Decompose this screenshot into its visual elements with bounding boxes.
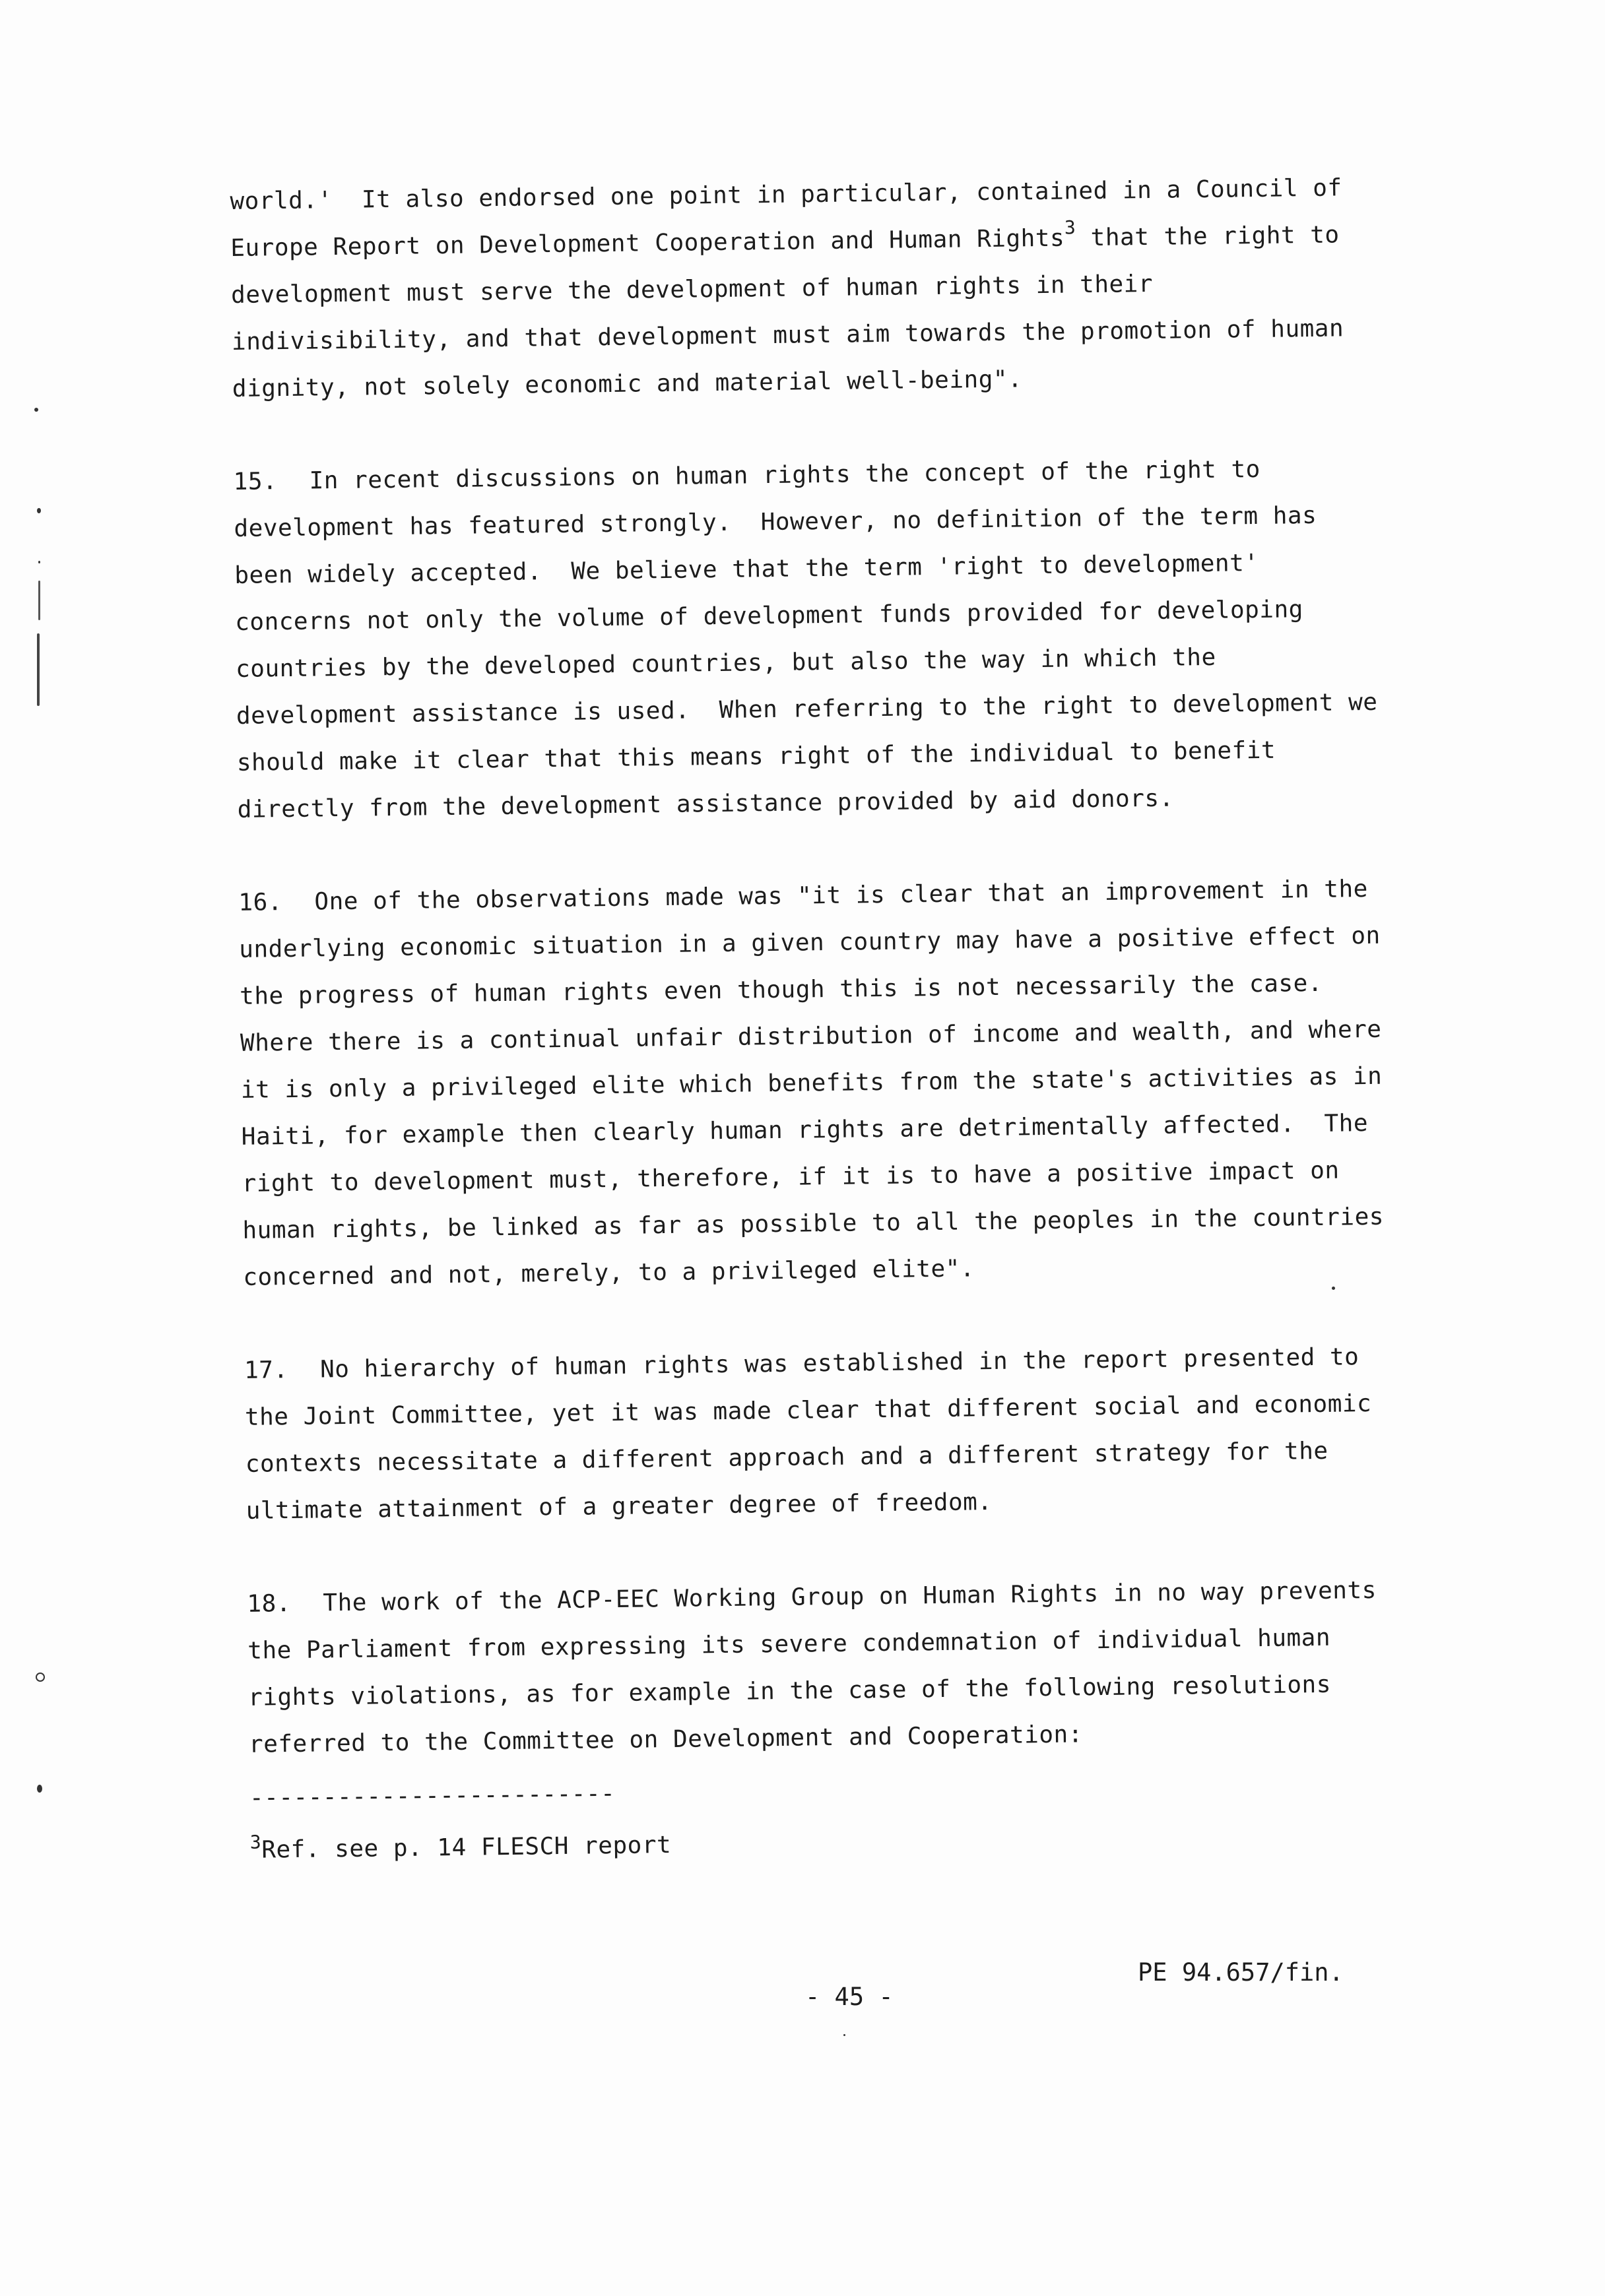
text-line: concerned and not, merely, to a privileged elite". — [243, 1255, 975, 1291]
text-line: contexts necessitate a different approach and a different strategy for the — [245, 1437, 1328, 1478]
paragraph-17 — [244, 1333, 1434, 1535]
footnote — [249, 1760, 1439, 1874]
text-line: countries by the developed countries, but also the way in which the — [235, 643, 1216, 683]
footnote-separator: ------------------------- — [249, 1780, 616, 1812]
text-line: referred to the Committee on Development and Cooperation: — [248, 1721, 1084, 1758]
text-line: ultimate attainment of a greater degree of freedom. — [246, 1488, 993, 1525]
text-line: it is only a privileged elite which benefits from the state's activities as in — [240, 1062, 1383, 1104]
text-line: directly from the development assistance provided by aid donors. — [237, 784, 1174, 823]
body-text — [230, 164, 1438, 1874]
text-segment: Europe Report on Development Cooperation and Human Rights — [230, 224, 1065, 262]
footnote-text — [250, 1812, 1439, 1874]
text-segment: The work of the ACP-EEC Working Group on Human Rights in no way prevents — [323, 1576, 1377, 1617]
paragraph-number: 16. — [238, 889, 283, 916]
text-line: dignity, not solely economic and material well-being". — [232, 366, 1023, 402]
scan-speck — [37, 1785, 42, 1793]
paragraph-number: 18. — [247, 1590, 292, 1618]
text-line: been widely accepted. We believe that the term 'right to development' — [234, 549, 1259, 589]
footnote-marker: 3 — [249, 1831, 262, 1853]
text-line: development has featured strongly. However, no definition of the term has — [234, 501, 1317, 542]
footnote-content: Ref. see p. 14 FLESCH report — [261, 1832, 672, 1864]
scan-speck — [34, 408, 38, 412]
text-line: indivisibility, and that development must aim towards the promotion of human — [231, 315, 1344, 356]
paragraph-18 — [247, 1566, 1437, 1768]
scan-speck — [37, 633, 40, 706]
paragraph-number: 15. — [233, 468, 278, 495]
text-line: development must serve the development of human rights in their — [230, 270, 1154, 309]
scan-speck — [1332, 1287, 1335, 1290]
text-line: Haiti, for example then clearly human rights are detrimentally affected. The — [241, 1110, 1369, 1151]
scan-speck — [38, 561, 40, 563]
text-segment: that the right to — [1076, 221, 1340, 252]
page-number: - 45 - — [805, 1983, 894, 2011]
paragraph-number: 17. — [244, 1356, 288, 1384]
footnote-marker: 3 — [1064, 216, 1076, 239]
text-line: Where there is a continual unfair distribution of income and wealth, and where — [240, 1015, 1382, 1057]
document-reference: PE 94.657/fin. — [1138, 1958, 1344, 1987]
text-line: development assistance is used. When referring to the right to development we — [236, 688, 1378, 730]
text-line: right to development must, therefore, if it is to have a positive impact on — [242, 1157, 1340, 1197]
text-line: concerns not only the volume of development funds provided for developing — [234, 596, 1304, 636]
scan-speck — [37, 508, 41, 513]
paragraph-15 — [233, 444, 1425, 833]
text-line: should make it clear that this means right of the individual to benefit — [236, 736, 1276, 777]
text-line: the progress of human rights even though this is not necessarily the case. — [239, 969, 1323, 1010]
text-line: the Joint Committee, yet it was made clear that different social and economic — [244, 1390, 1372, 1431]
text-line: the Parliament from expressing its severe condemnation of individual human — [247, 1624, 1331, 1665]
text-segment: No hierarchy of human rights was established in the report presented to — [319, 1343, 1359, 1384]
scan-speck — [36, 1673, 45, 1682]
text-line: world.' It also endorsed one point in particular, contained in a Council of — [230, 174, 1342, 215]
paragraph-continuation — [230, 164, 1420, 412]
text-line: underlying economic situation in a given country may have a positive effect on — [239, 922, 1381, 963]
text-line: rights violations, as for example in the case of the following resolutions — [247, 1671, 1332, 1711]
paragraph-16 — [238, 865, 1431, 1301]
text-line: human rights, be linked as far as possible to all the peoples in the countries — [242, 1203, 1385, 1244]
scan-speck — [38, 581, 40, 620]
text-segment: In recent discussions on human rights the concept of the right to — [309, 455, 1261, 495]
text-segment: One of the observations made was "it is clear that an improvement in the — [314, 876, 1369, 916]
scan-speck — [843, 2034, 845, 2036]
